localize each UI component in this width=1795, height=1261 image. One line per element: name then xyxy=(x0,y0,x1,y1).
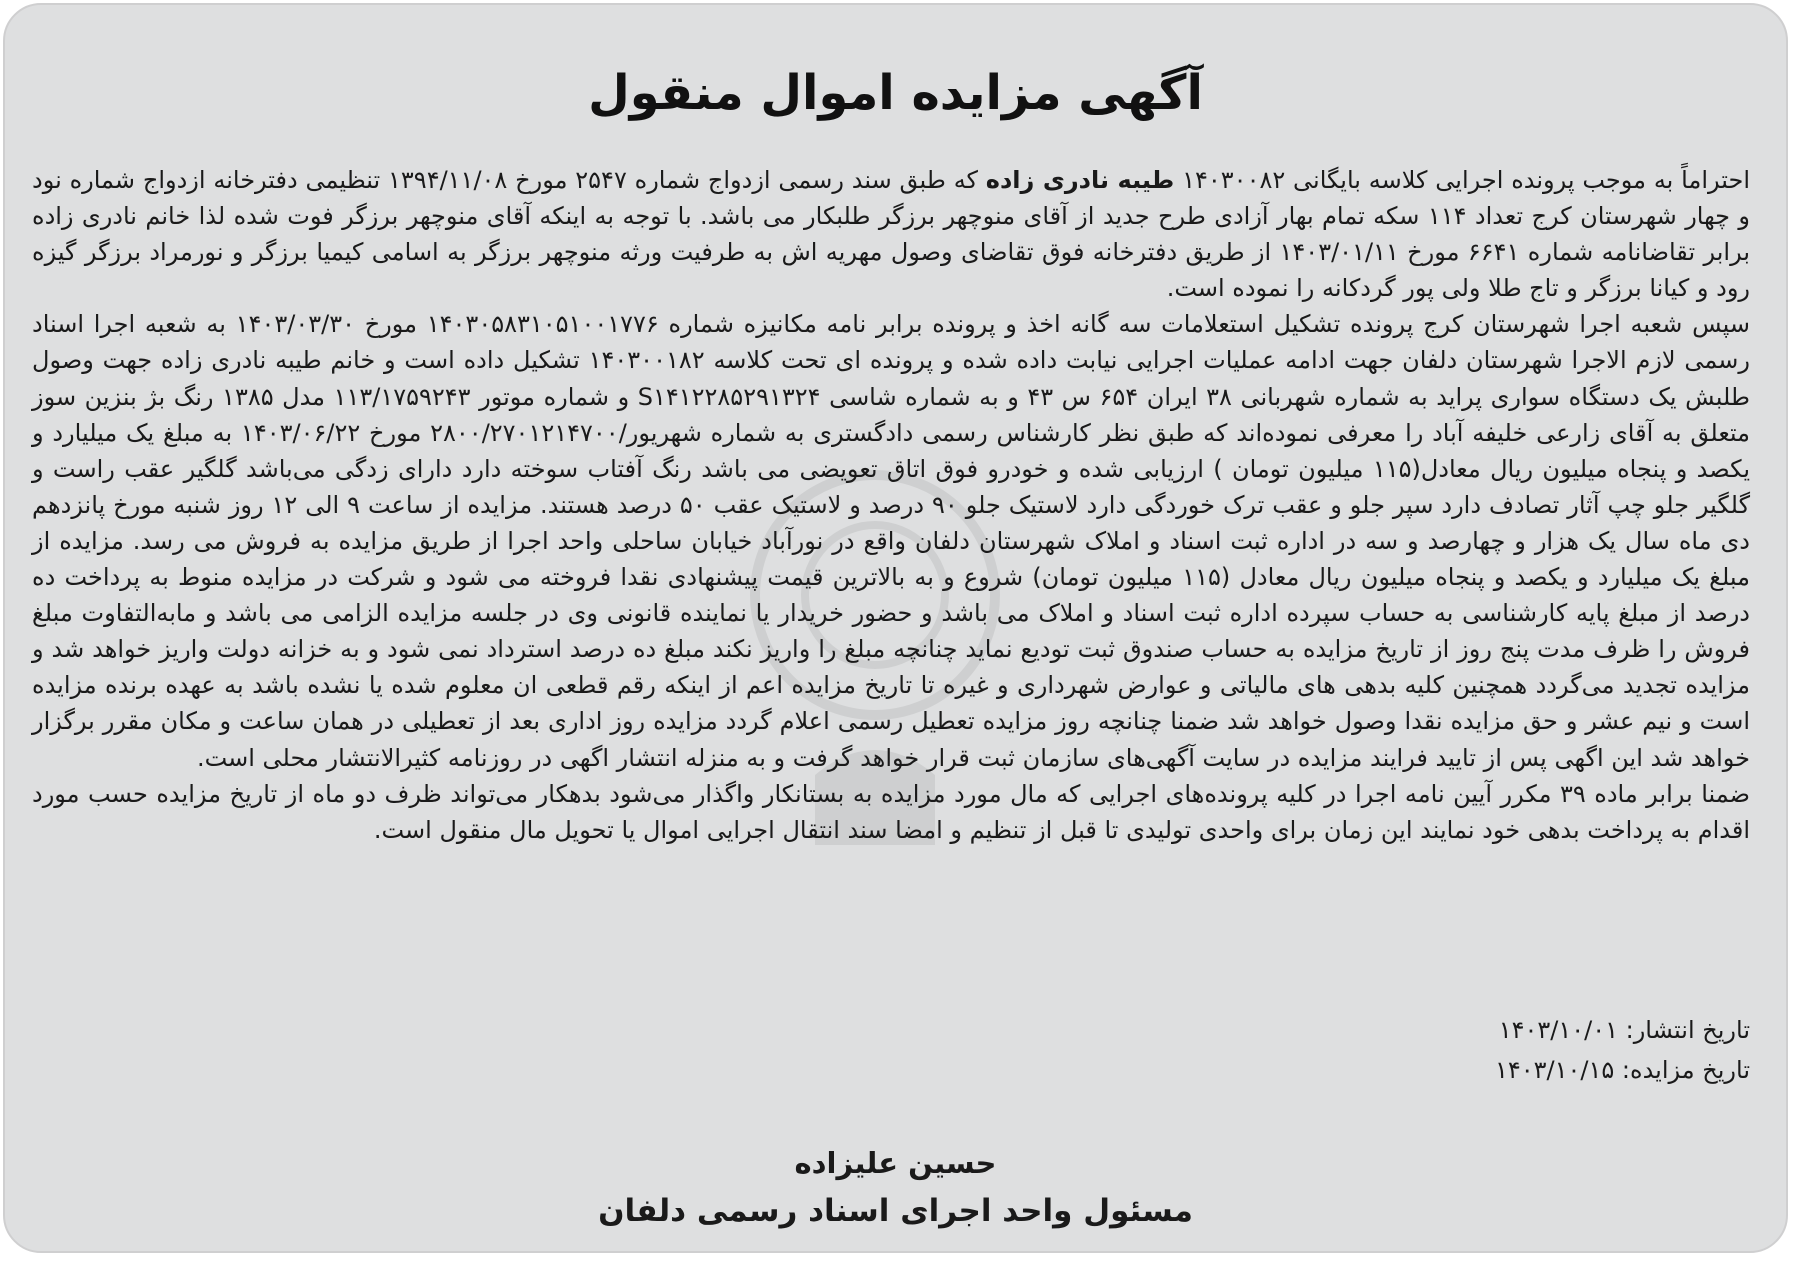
notice-dates xyxy=(1495,1010,1750,1090)
notice-title: آگهی مزایده اموال منقول xyxy=(588,65,1203,121)
paragraph-intro-part1: احتراماً به موجب پرونده اجرایی کلاسه بایگانی ۱۴۰۳۰۰۸۲ xyxy=(1174,166,1750,194)
paragraph-legal-note: ضمنا برابر ماده ۳۹ مکرر آیین نامه اجرا در کلیه پرونده‌های اجرایی که مال مورد مزایده به بستانکار واگذار می‌شود بدهکار می‌تواند ظرف دو ماه از تاریخ مزایده حسب مورد اقدام به پرداخت بدهی خود نمایند این زمان برای واحدی تولیدی تا قبل از تنظیم و امضا سند انتقال اجرایی اموال یا تحویل مال منقول است. xyxy=(32,779,1751,844)
paragraph-intro-part2: که طبق سند رسمی ازدواج شماره ۲۵۴۷ مورخ ۱۳۹۴/۱۱/۰۸ تنظیمی دفترخانه ازدواج شماره نود و چهار شهرستان کرج تعداد ۱۱۴ سکه تمام بهار آزادی طرح جدید از آقای منوچهر برزگر طلبکار می باشد. با توجه به اینکه آقای منوچهر برزگر فوت شده لذا خانم نادری زاده برابر تقاضانامه شماره ۶۶۴۱ مورخ ۱۴۰۳/۰۱/۱۱ از طریق دفترخانه فوق تقاضای وصول مهریه اش به طرفیت ورثه منوچهر برزگر به اسامی کیمیا برزگر و نورمراد برزگر گیزه رود و کیانا برزگر و تاج طلا ولی پور گردکانه را نموده است. xyxy=(32,166,1750,303)
publish-date-row xyxy=(1495,1010,1750,1050)
signature-block xyxy=(5,1140,1786,1236)
signatory-role: مسئول واحد اجرای اسناد رسمی دلفان xyxy=(598,1193,1193,1229)
auction-date-row xyxy=(1495,1050,1750,1090)
publish-date-value: ۱۴۰۳/۱۰/۰۱ xyxy=(1498,1016,1618,1044)
creditor-name: طیبه نادری زاده xyxy=(985,166,1175,194)
signatory-name: حسین علیزاده xyxy=(794,1146,997,1180)
auction-notice-card xyxy=(3,3,1788,1253)
auction-date-value: ۱۴۰۳/۱۰/۱۵ xyxy=(1494,1056,1615,1084)
publish-date-label: تاریخ انتشار: xyxy=(1625,1016,1750,1044)
auction-date-label: تاریخ مزایده: xyxy=(1621,1056,1750,1084)
paragraph-intro xyxy=(32,162,1750,306)
paragraph-auction-details: سپس شعبه اجرا شهرستان کرج پرونده تشکیل استعلامات سه گانه اخذ و پرونده برابر نامه مکانیزه شماره ۱۴۰۳۰۵۸۳۱۰۵۱۰۰۱۷۷۶ مورخ ۱۴۰۳/۰۳/۳۰ به شعبه اجرا اسناد رسمی لازم الاجرا شهرستان دلفان جهت ادامه عملیات اجرایی نیابت داده شده و پرونده ای تحت کلاسه ۱۴۰۳۰۰۱۸۲ تشکیل داده است و خانم طیبه نادری زاده جهت وصول طلبش یک دستگاه سواری پراید به شماره شهربانی ۳۸ ایران ۶۵۴ س ۴۳ و به شماره شاسی S۱۴۱۲۲۸۵۲۹۱۳۲۴ و شماره موتور ۱۱۳/۱۷۵۹۲۴۳ مدل ۱۳۸۵ رنگ بژ بنزین سوز متعلق به آقای زارعی خلیفه آباد را معرفی نموده‌اند که طبق نظر کارشناس رسمی دادگستری به شماره شهریور/۲۸۰۰/۲۷۰۱۲۱۴۷۰۰ مورخ ۱۴۰۳/۰۶/۲۲ به مبلغ یک میلیارد و یکصد و پنجاه میلیون ریال معادل(۱۱۵ میلیون تومان ) ارزیابی شده و خودرو فوق اتاق تعویضی می باشد رنگ آفتاب سوخته دارد دارای زدگی می‌باشد گلگیر عقب راست و گلگیر جلو چپ آثار تصادف دارد سپر جلو و عقب ترک خوردگی دارد لاستیک جلو ۹۰ درصد و لاستیک عقب ۵۰ درصد هستند. مزایده از ساعت ۹ الی ۱۲ روز شنبه مورخ پانزدهم دی ماه سال یک هزار و چهارصد و سه در اداره ثبت اسناد و املاک شهرستان دلفان واقع در نورآباد خیابان ساحلی واحد اجرا از طریق مزایده به فروش می رسد. مزایده از مبلغ یک میلیارد و یکصد و پنجاه میلیون ریال معادل (۱۱۵ میلیون تومان) شروع و به بالاترین قیمت پیشنهادی نقدا فروخته می شود و شرکت در مزایده منوط به پرداخت ده درصد از مبلغ پایه کارشناسی به حساب سپرده اداره ثبت اسناد و املاک می باشد و حضور خریدار یا نماینده قانونی وی در جلسه مزایده الزامی می باشد و مابه‌التفاوت مبلغ فروش را ظرف مدت پنج روز از تاریخ مزایده به حساب صندوق ثبت تودیع نماید چنانچه مبلغ را واریز نکند مبلغ ده درصد استرداد نمی شود و به خزانه دولت واریز خواهد شد و مزایده تجدید می‌گردد همچنین کلیه بدهی های مالیاتی و عوارض شهرداری و غیره تا تاریخ مزایده اعم از اینکه رقم قطعی ان معلوم شده یا نشده باشد به عهده برنده مزایده است و نیم عشر و حق مزایده نقدا وصول خواهد شد ضمنا چنانچه روز مزایده تعطیل رسمی اعلام گردد مزایده روز اداری بعد از تعطیلی در همان ساعت و مکان مقرر برگزار خواهد شد این اگهی پس از تایید فرایند مزایده در سایت آگهی‌های سازمان ثبت قرار خواهد گرفت و به منزله انتشار اگهی در روزنامه کثیرالانتشار محلی است. xyxy=(32,310,1751,772)
notice-body xyxy=(32,162,1750,848)
